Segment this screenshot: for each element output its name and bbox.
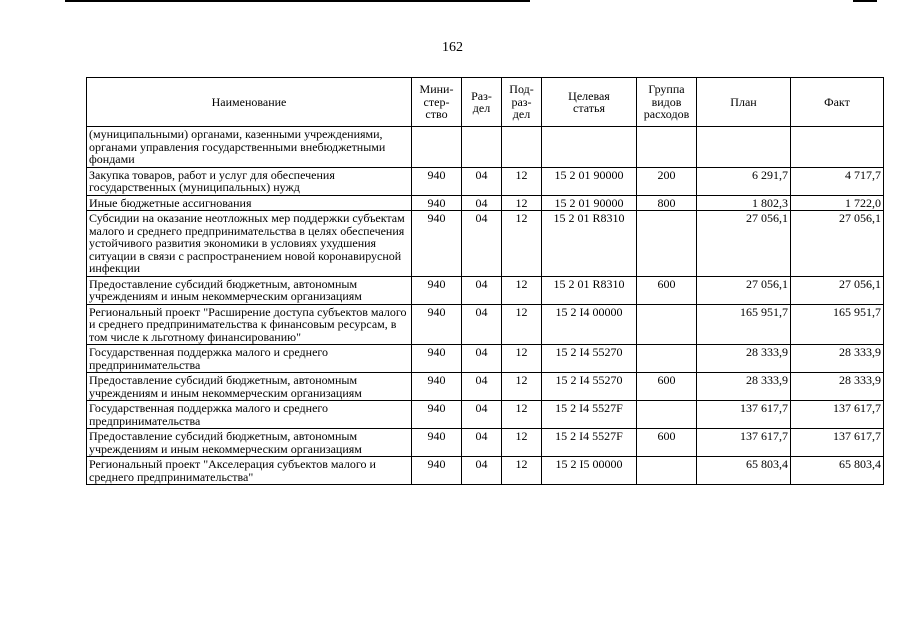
table-row — [87, 429, 884, 457]
cell-name: (муниципальными) органами, казенными учреждениями, органами управления государственными внебюджетными фондами — [87, 127, 412, 168]
cell-group — [637, 304, 697, 345]
cell-section: 04 — [462, 304, 502, 345]
cell-ministry: 940 — [412, 457, 462, 485]
header-ministry: Мини- стер- ство — [412, 78, 462, 127]
header-group: Группа видов расходов — [637, 78, 697, 127]
cell-fact: 28 333,9 — [791, 345, 884, 373]
cell-fact: 165 951,7 — [791, 304, 884, 345]
cell-target: 15 2 I5 00000 — [542, 457, 637, 485]
cell-plan: 165 951,7 — [697, 304, 791, 345]
header-name: Наименование — [87, 78, 412, 127]
table-row — [87, 276, 884, 304]
cell-plan: 27 056,1 — [697, 276, 791, 304]
cell-target — [542, 127, 637, 168]
cell-subsection: 12 — [502, 373, 542, 401]
cell-group — [637, 211, 697, 277]
top-rule-right — [853, 0, 877, 2]
cell-target: 15 2 I4 00000 — [542, 304, 637, 345]
cell-section: 04 — [462, 195, 502, 211]
cell-fact: 137 617,7 — [791, 401, 884, 429]
cell-subsection: 12 — [502, 429, 542, 457]
cell-ministry: 940 — [412, 211, 462, 277]
table-row — [87, 373, 884, 401]
table-row — [87, 457, 884, 485]
cell-name: Закупка товаров, работ и услуг для обеспечения государственных (муниципальных) нужд — [87, 167, 412, 195]
cell-plan: 65 803,4 — [697, 457, 791, 485]
cell-plan: 27 056,1 — [697, 211, 791, 277]
cell-subsection: 12 — [502, 276, 542, 304]
cell-plan — [697, 127, 791, 168]
cell-group: 200 — [637, 167, 697, 195]
cell-group: 800 — [637, 195, 697, 211]
cell-name: Региональный проект "Расширение доступа субъектов малого и среднего предпринимательства к финансовым ресурсам, в том числе к льготному финансированию" — [87, 304, 412, 345]
cell-target: 15 2 I4 5527F — [542, 401, 637, 429]
table-row — [87, 167, 884, 195]
cell-ministry: 940 — [412, 373, 462, 401]
cell-section: 04 — [462, 401, 502, 429]
budget-table — [86, 77, 884, 485]
cell-subsection: 12 — [502, 167, 542, 195]
cell-section: 04 — [462, 373, 502, 401]
cell-plan: 137 617,7 — [697, 401, 791, 429]
table-row — [87, 401, 884, 429]
header-fact: Факт — [791, 78, 884, 127]
cell-ministry: 940 — [412, 429, 462, 457]
table-row — [87, 195, 884, 211]
cell-name: Региональный проект "Акселерация субъектов малого и среднего предпринимательства" — [87, 457, 412, 485]
cell-section: 04 — [462, 457, 502, 485]
cell-name: Субсидии на оказание неотложных мер поддержки субъектам малого и среднего предпринимательства в целях обеспечения устойчивого развития экономики в условиях ухудшения ситуации в связи с распространением новой коронавирусной инфекции — [87, 211, 412, 277]
cell-target: 15 2 01 R8310 — [542, 276, 637, 304]
cell-section: 04 — [462, 167, 502, 195]
header-section: Раз- дел — [462, 78, 502, 127]
cell-subsection: 12 — [502, 195, 542, 211]
table-row — [87, 211, 884, 277]
cell-target: 15 2 I4 55270 — [542, 373, 637, 401]
cell-plan: 1 802,3 — [697, 195, 791, 211]
cell-plan: 6 291,7 — [697, 167, 791, 195]
page-number: 162 — [442, 40, 463, 55]
cell-name: Предоставление субсидий бюджетным, автономным учреждениям и иным некоммерческим организациям — [87, 373, 412, 401]
cell-name: Государственная поддержка малого и среднего предпринимательства — [87, 345, 412, 373]
cell-name: Предоставление субсидий бюджетным, автономным учреждениям и иным некоммерческим организациям — [87, 276, 412, 304]
cell-name: Иные бюджетные ассигнования — [87, 195, 412, 211]
table-body — [87, 127, 884, 485]
cell-plan: 28 333,9 — [697, 373, 791, 401]
cell-fact: 65 803,4 — [791, 457, 884, 485]
cell-target: 15 2 I4 55270 — [542, 345, 637, 373]
cell-name: Предоставление субсидий бюджетным, автономным учреждениям и иным некоммерческим организациям — [87, 429, 412, 457]
table-row — [87, 304, 884, 345]
cell-section: 04 — [462, 345, 502, 373]
cell-group — [637, 401, 697, 429]
cell-subsection — [502, 127, 542, 168]
cell-group — [637, 457, 697, 485]
cell-fact: 27 056,1 — [791, 211, 884, 277]
cell-plan: 28 333,9 — [697, 345, 791, 373]
cell-fact: 4 717,7 — [791, 167, 884, 195]
cell-name: Государственная поддержка малого и среднего предпринимательства — [87, 401, 412, 429]
cell-target: 15 2 01 90000 — [542, 195, 637, 211]
cell-ministry: 940 — [412, 304, 462, 345]
cell-ministry — [412, 127, 462, 168]
cell-target: 15 2 01 R8310 — [542, 211, 637, 277]
cell-subsection: 12 — [502, 457, 542, 485]
cell-target: 15 2 01 90000 — [542, 167, 637, 195]
cell-subsection: 12 — [502, 401, 542, 429]
cell-ministry: 940 — [412, 276, 462, 304]
top-rule — [65, 0, 530, 2]
cell-section — [462, 127, 502, 168]
cell-subsection: 12 — [502, 304, 542, 345]
cell-group — [637, 127, 697, 168]
cell-fact: 27 056,1 — [791, 276, 884, 304]
cell-ministry: 940 — [412, 345, 462, 373]
table-row — [87, 127, 884, 168]
cell-section: 04 — [462, 429, 502, 457]
cell-fact: 28 333,9 — [791, 373, 884, 401]
header-row — [87, 78, 884, 127]
header-plan: План — [697, 78, 791, 127]
header-target: Целевая статья — [542, 78, 637, 127]
cell-fact — [791, 127, 884, 168]
cell-subsection: 12 — [502, 345, 542, 373]
cell-plan: 137 617,7 — [697, 429, 791, 457]
cell-fact: 1 722,0 — [791, 195, 884, 211]
cell-ministry: 940 — [412, 167, 462, 195]
cell-target: 15 2 I4 5527F — [542, 429, 637, 457]
cell-section: 04 — [462, 276, 502, 304]
cell-fact: 137 617,7 — [791, 429, 884, 457]
cell-ministry: 940 — [412, 401, 462, 429]
cell-section: 04 — [462, 211, 502, 277]
cell-subsection: 12 — [502, 211, 542, 277]
cell-group — [637, 345, 697, 373]
cell-group: 600 — [637, 276, 697, 304]
header-subsection: Под- раз- дел — [502, 78, 542, 127]
cell-group: 600 — [637, 373, 697, 401]
table-row — [87, 345, 884, 373]
cell-group: 600 — [637, 429, 697, 457]
cell-ministry: 940 — [412, 195, 462, 211]
